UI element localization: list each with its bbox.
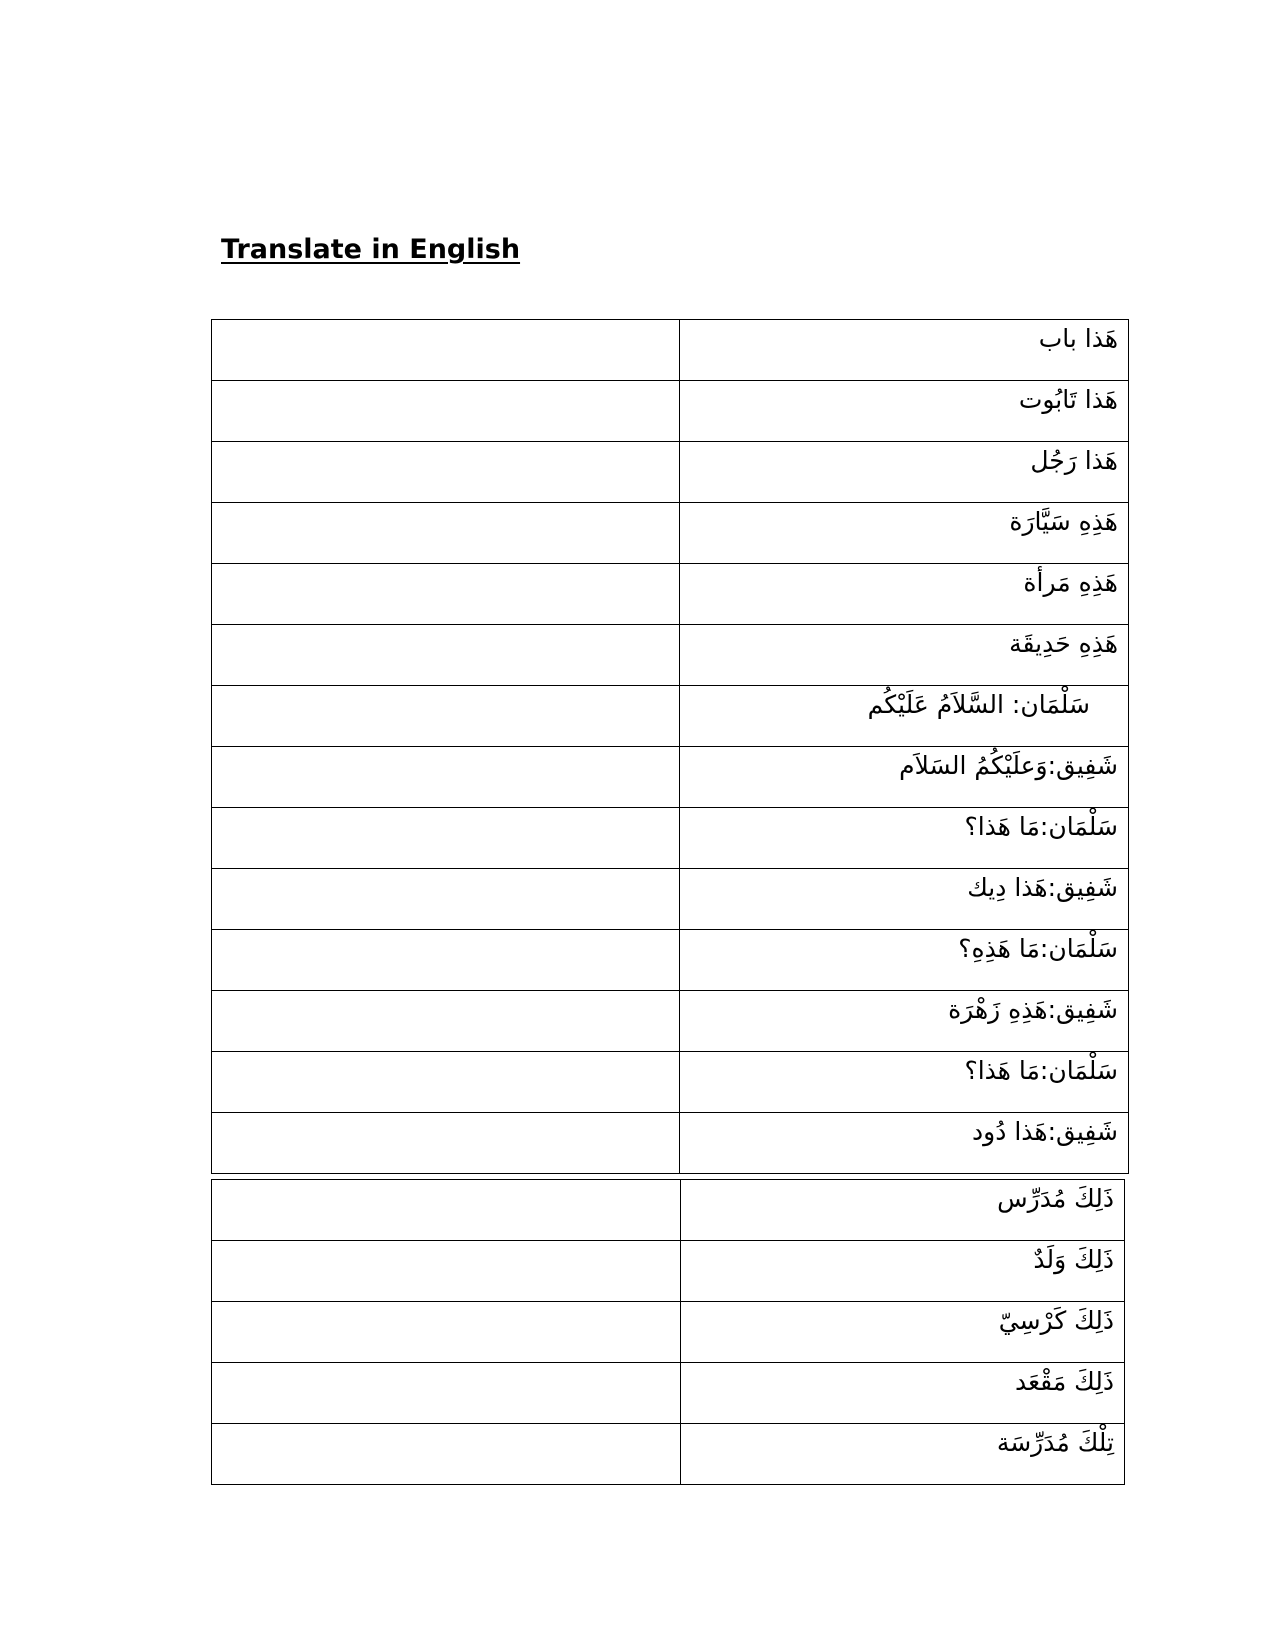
worksheet-title: Translate in English (221, 234, 521, 265)
table-row (212, 1052, 1129, 1113)
answer-cell[interactable] (212, 1424, 681, 1485)
arabic-cell (681, 1363, 1125, 1424)
table-row (212, 1241, 1125, 1302)
table-row (212, 686, 1129, 747)
table-row (212, 1180, 1125, 1241)
answer-cell[interactable] (212, 1302, 681, 1363)
arabic-sentence: سَلْمَان:مَا هَذا؟ (964, 812, 1118, 841)
answer-cell[interactable] (212, 991, 680, 1052)
arabic-cell (680, 808, 1129, 869)
table-row (212, 1424, 1125, 1485)
answer-cell[interactable] (212, 1113, 680, 1174)
arabic-sentence: هَذا رَجُل (1030, 446, 1118, 475)
table-row (212, 503, 1129, 564)
answer-cell[interactable] (212, 686, 680, 747)
answer-cell[interactable] (212, 747, 680, 808)
arabic-cell (681, 1180, 1125, 1241)
arabic-sentence: سَلْمَان:مَا هَذِهِ؟ (958, 934, 1118, 963)
arabic-cell (681, 1302, 1125, 1363)
answer-cell[interactable] (212, 381, 680, 442)
arabic-cell (680, 625, 1129, 686)
arabic-sentence: هَذا باب (1038, 324, 1118, 353)
table-row (212, 1113, 1129, 1174)
arabic-sentence: شَفِيق:وَعلَيْكُمُ السَلاَم (899, 751, 1118, 780)
table-row (212, 930, 1129, 991)
arabic-cell (680, 320, 1129, 381)
table-row (212, 1363, 1125, 1424)
answer-cell[interactable] (212, 503, 680, 564)
arabic-sentence: شَفِيق:هَذِهِ زَهْرَة (948, 995, 1118, 1024)
arabic-cell (680, 564, 1129, 625)
arabic-sentence: هَذا تَابُوت (1018, 385, 1118, 414)
arabic-cell (680, 686, 1129, 747)
table-row (212, 320, 1129, 381)
arabic-sentence: ذَلِكَ مَقْعَد (1015, 1367, 1114, 1396)
arabic-sentence: هَذِهِ مَرأة (1023, 568, 1118, 597)
answer-cell[interactable] (212, 808, 680, 869)
answer-cell[interactable] (212, 320, 680, 381)
arabic-cell (680, 869, 1129, 930)
answer-cell[interactable] (212, 625, 680, 686)
table-row (212, 442, 1129, 503)
answer-cell[interactable] (212, 869, 680, 930)
answer-cell[interactable] (212, 564, 680, 625)
arabic-sentence: ذَلِكَ وَلَدٌ (1033, 1245, 1114, 1274)
table-row (212, 869, 1129, 930)
answer-cell[interactable] (212, 1241, 681, 1302)
arabic-cell (680, 1113, 1129, 1174)
arabic-sentence: هَذِهِ سَيَّارَة (1009, 507, 1118, 536)
arabic-cell (680, 747, 1129, 808)
translation-table-1 (211, 319, 1129, 1174)
answer-cell[interactable] (212, 1363, 681, 1424)
arabic-cell (681, 1241, 1125, 1302)
arabic-cell (680, 1052, 1129, 1113)
arabic-sentence: ذَلِكَ مُدَرِّس (997, 1184, 1114, 1213)
table-row (212, 381, 1129, 442)
arabic-sentence: شَفِيق:هَذا دِيك (967, 873, 1118, 902)
table-row (212, 991, 1129, 1052)
arabic-sentence: هَذِهِ حَدِيقَة (1009, 629, 1118, 658)
arabic-sentence: سَلْمَان: السَّلاَمُ عَلَيْكُم (867, 690, 1090, 719)
translation-table-2 (211, 1179, 1125, 1485)
arabic-sentence: تِلْكَ مُدَرِّسَة (996, 1428, 1114, 1457)
table-row (212, 808, 1129, 869)
arabic-cell (681, 1424, 1125, 1485)
arabic-sentence: سَلْمَان:مَا هَذا؟ (964, 1056, 1118, 1085)
answer-cell[interactable] (212, 442, 680, 503)
answer-cell[interactable] (212, 930, 680, 991)
arabic-cell (680, 991, 1129, 1052)
table-row (212, 564, 1129, 625)
table-row (212, 625, 1129, 686)
arabic-cell (680, 442, 1129, 503)
arabic-cell (680, 503, 1129, 564)
answer-cell[interactable] (212, 1180, 681, 1241)
arabic-sentence: شَفِيق:هَذا دُود (972, 1117, 1118, 1146)
answer-cell[interactable] (212, 1052, 680, 1113)
table-row (212, 747, 1129, 808)
arabic-cell (680, 381, 1129, 442)
arabic-sentence: ذَلِكَ كَرْسِيّ (998, 1306, 1114, 1335)
table-row (212, 1302, 1125, 1363)
arabic-cell (680, 930, 1129, 991)
